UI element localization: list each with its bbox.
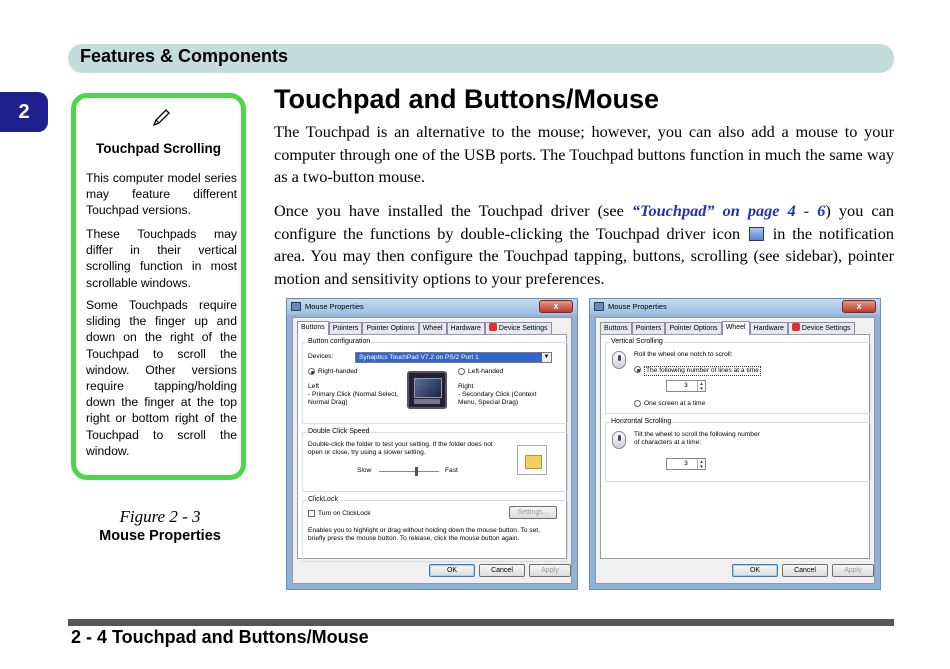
screen-radio[interactable] xyxy=(634,400,641,407)
sidebar-note xyxy=(71,93,246,480)
tab-wheel[interactable]: Wheel xyxy=(722,321,750,335)
spinner-arrows-icon[interactable]: ▲ ▼ xyxy=(697,459,705,469)
tab-hardware[interactable]: Hardware xyxy=(447,322,485,334)
dialog-body xyxy=(292,317,572,584)
tab-panel xyxy=(600,334,870,559)
tab-label: Device Settings xyxy=(801,325,851,332)
apply-button[interactable]: Apply xyxy=(529,564,571,577)
mouse-icon xyxy=(594,302,604,311)
tab-device-settings[interactable] xyxy=(788,322,855,334)
right-button-desc: Menu, Special Drag) xyxy=(458,399,519,406)
pencil-icon xyxy=(151,108,171,128)
tab-buttons[interactable]: Buttons xyxy=(297,321,329,335)
horizontal-desc: Tilt the wheel to scroll the following number xyxy=(634,431,760,438)
chapter-tab: 2 xyxy=(0,92,48,132)
lines-value: 3 xyxy=(684,382,688,389)
tab-pointer-options[interactable]: Pointer Options xyxy=(362,322,418,334)
left-button-title: Left xyxy=(308,383,319,390)
clicklock-desc: briefly press the mouse button. To release, click the mouse button again. xyxy=(308,535,520,542)
tab-pointer-options[interactable]: Pointer Options xyxy=(665,322,721,334)
button-config-group xyxy=(302,338,568,424)
synaptics-icon xyxy=(489,323,497,331)
paragraph-text: in the notification area. You may then configure the Touchpad tapping, buttons, scrolling (see sidebar), pointer motion and sensitivity options to your preferences. xyxy=(274,223,894,288)
sidebar-paragraph: Some Touchpads require sliding the finger up and down on the right of the Touchpad to scroll the window. Other versions require tapping/holding down the finger at the top right or bottom right of the Touchpad to scroll the window. xyxy=(86,298,237,458)
ok-button[interactable]: OK xyxy=(732,564,778,577)
mouse-tilt-icon xyxy=(612,431,626,449)
tab-bar xyxy=(600,321,855,334)
left-button-desc: - Primary Click (Normal Select, xyxy=(308,391,399,398)
group-title: Vertical Scrolling xyxy=(611,338,663,345)
tab-wheel[interactable]: Wheel xyxy=(419,322,447,334)
chars-spinner[interactable] xyxy=(666,458,706,470)
right-button-desc: - Secondary Click (Context xyxy=(458,391,537,398)
close-button[interactable]: x xyxy=(539,300,573,313)
sidebar-title: Touchpad Scrolling xyxy=(95,141,221,156)
test-folder-icon[interactable] xyxy=(517,445,547,475)
dialog-body xyxy=(595,317,875,584)
cancel-button[interactable]: Cancel xyxy=(782,564,828,577)
clicklock-group xyxy=(302,496,568,562)
left-handed-radio[interactable] xyxy=(458,368,465,375)
speed-slider-thumb[interactable] xyxy=(415,467,418,476)
tab-pointers[interactable]: Pointers xyxy=(632,322,666,334)
settings-button[interactable]: Settings... xyxy=(509,506,557,519)
chars-value: 3 xyxy=(684,460,688,467)
footer-rule xyxy=(68,619,894,626)
lines-spinner[interactable] xyxy=(666,380,706,392)
cross-reference-link[interactable]: “Touchpad” on page 4 - 6 xyxy=(631,201,826,220)
tab-buttons[interactable]: Buttons xyxy=(600,322,632,334)
dialog-title: Mouse Properties xyxy=(608,302,667,311)
roll-label: Roll the wheel one notch to scroll: xyxy=(634,351,733,358)
right-handed-radio[interactable] xyxy=(308,368,315,375)
chevron-down-icon: ▼ xyxy=(543,354,550,360)
ok-button[interactable]: OK xyxy=(429,564,475,577)
lines-option-label: The following number of lines at a time xyxy=(646,367,759,374)
devices-value: Synaptics TouchPad V7.2 on PS/2 Port 1 xyxy=(359,354,479,361)
devices-label: Devices: xyxy=(308,353,334,360)
touchpad-image xyxy=(407,371,447,409)
synaptics-icon xyxy=(792,323,800,331)
double-click-desc: open or close, try using a slower setting. xyxy=(308,449,426,456)
tab-device-settings[interactable] xyxy=(485,322,552,334)
figure-number: Figure 2 - 3 xyxy=(119,507,201,526)
sidebar-paragraph: These Touchpads may differ in their vertical scrolling function in most scrollable windows. xyxy=(86,227,237,290)
mouse-wheel-icon xyxy=(612,351,626,369)
horizontal-desc: of characters at a time: xyxy=(634,439,702,446)
sidebar-paragraph: This computer model series may feature different Touchpad versions. xyxy=(86,171,237,218)
group-title: Horizontal Scrolling xyxy=(611,418,672,425)
tab-hardware[interactable]: Hardware xyxy=(750,322,788,334)
cancel-button[interactable]: Cancel xyxy=(479,564,525,577)
group-title: Button configuration xyxy=(308,338,371,345)
apply-button[interactable]: Apply xyxy=(832,564,874,577)
fast-label: Fast xyxy=(445,467,458,474)
paragraph-text: ) you can configure the functions by double-clicking the Touchpad driver icon xyxy=(274,201,894,243)
tab-pointers[interactable]: Pointers xyxy=(329,322,363,334)
spinner-arrows-icon[interactable]: ▲ ▼ xyxy=(697,381,705,391)
double-click-desc: Double-click the folder to test your setting. If the folder does not xyxy=(308,441,493,448)
clicklock-desc: Enables you to highlight or drag without holding down the mouse button. To set, xyxy=(308,527,540,534)
lines-radio[interactable] xyxy=(634,366,641,373)
dialog-title: Mouse Properties xyxy=(305,302,364,311)
group-title: Double Click Speed xyxy=(308,428,370,435)
tab-label: Device Settings xyxy=(498,325,548,332)
section-title: Features & Components xyxy=(80,46,289,66)
clicklock-checkbox[interactable] xyxy=(308,510,315,517)
mouse-icon xyxy=(291,302,301,311)
devices-select[interactable] xyxy=(355,352,552,363)
double-click-group xyxy=(302,428,568,492)
tab-bar xyxy=(297,321,552,334)
paragraph-text: Once you have installed the Touchpad driver (see xyxy=(274,201,632,220)
touchpad-driver-icon xyxy=(749,227,764,241)
titlebar xyxy=(287,299,577,315)
mouse-properties-buttons-dialog xyxy=(286,298,578,590)
header-bar xyxy=(68,44,894,73)
left-button-desc: Normal Drag) xyxy=(308,399,348,406)
close-button[interactable]: x xyxy=(842,300,876,313)
page-title: Touchpad and Buttons/Mouse xyxy=(274,84,659,114)
left-handed-label: Left-handed xyxy=(468,368,504,375)
speed-slider-track[interactable] xyxy=(379,471,439,472)
paragraph-intro: The Touchpad is an alternative to the mouse; however, you can also add a mouse to your computer through one of the USB ports. The Touchpad buttons function in much the same way as a two-button mouse. xyxy=(274,122,894,186)
figure-caption xyxy=(72,507,248,544)
right-button-title: Right xyxy=(458,383,474,390)
footer-page-label: 2 - 4 Touchpad and Buttons/Mouse xyxy=(71,627,369,647)
clicklock-label: Turn on ClickLock xyxy=(318,510,371,517)
tab-panel xyxy=(297,334,567,559)
mouse-properties-wheel-dialog xyxy=(589,298,881,590)
right-handed-label: Right-handed xyxy=(318,368,358,375)
slow-label: Slow xyxy=(357,467,372,474)
paragraph-driver xyxy=(274,200,894,290)
horizontal-scrolling-group xyxy=(605,418,871,482)
group-title: ClickLock xyxy=(308,496,338,503)
titlebar xyxy=(590,299,880,315)
figure-title: Mouse Properties xyxy=(99,528,221,544)
screen-option-label: One screen at a time xyxy=(644,400,706,407)
vertical-scrolling-group xyxy=(605,338,871,414)
